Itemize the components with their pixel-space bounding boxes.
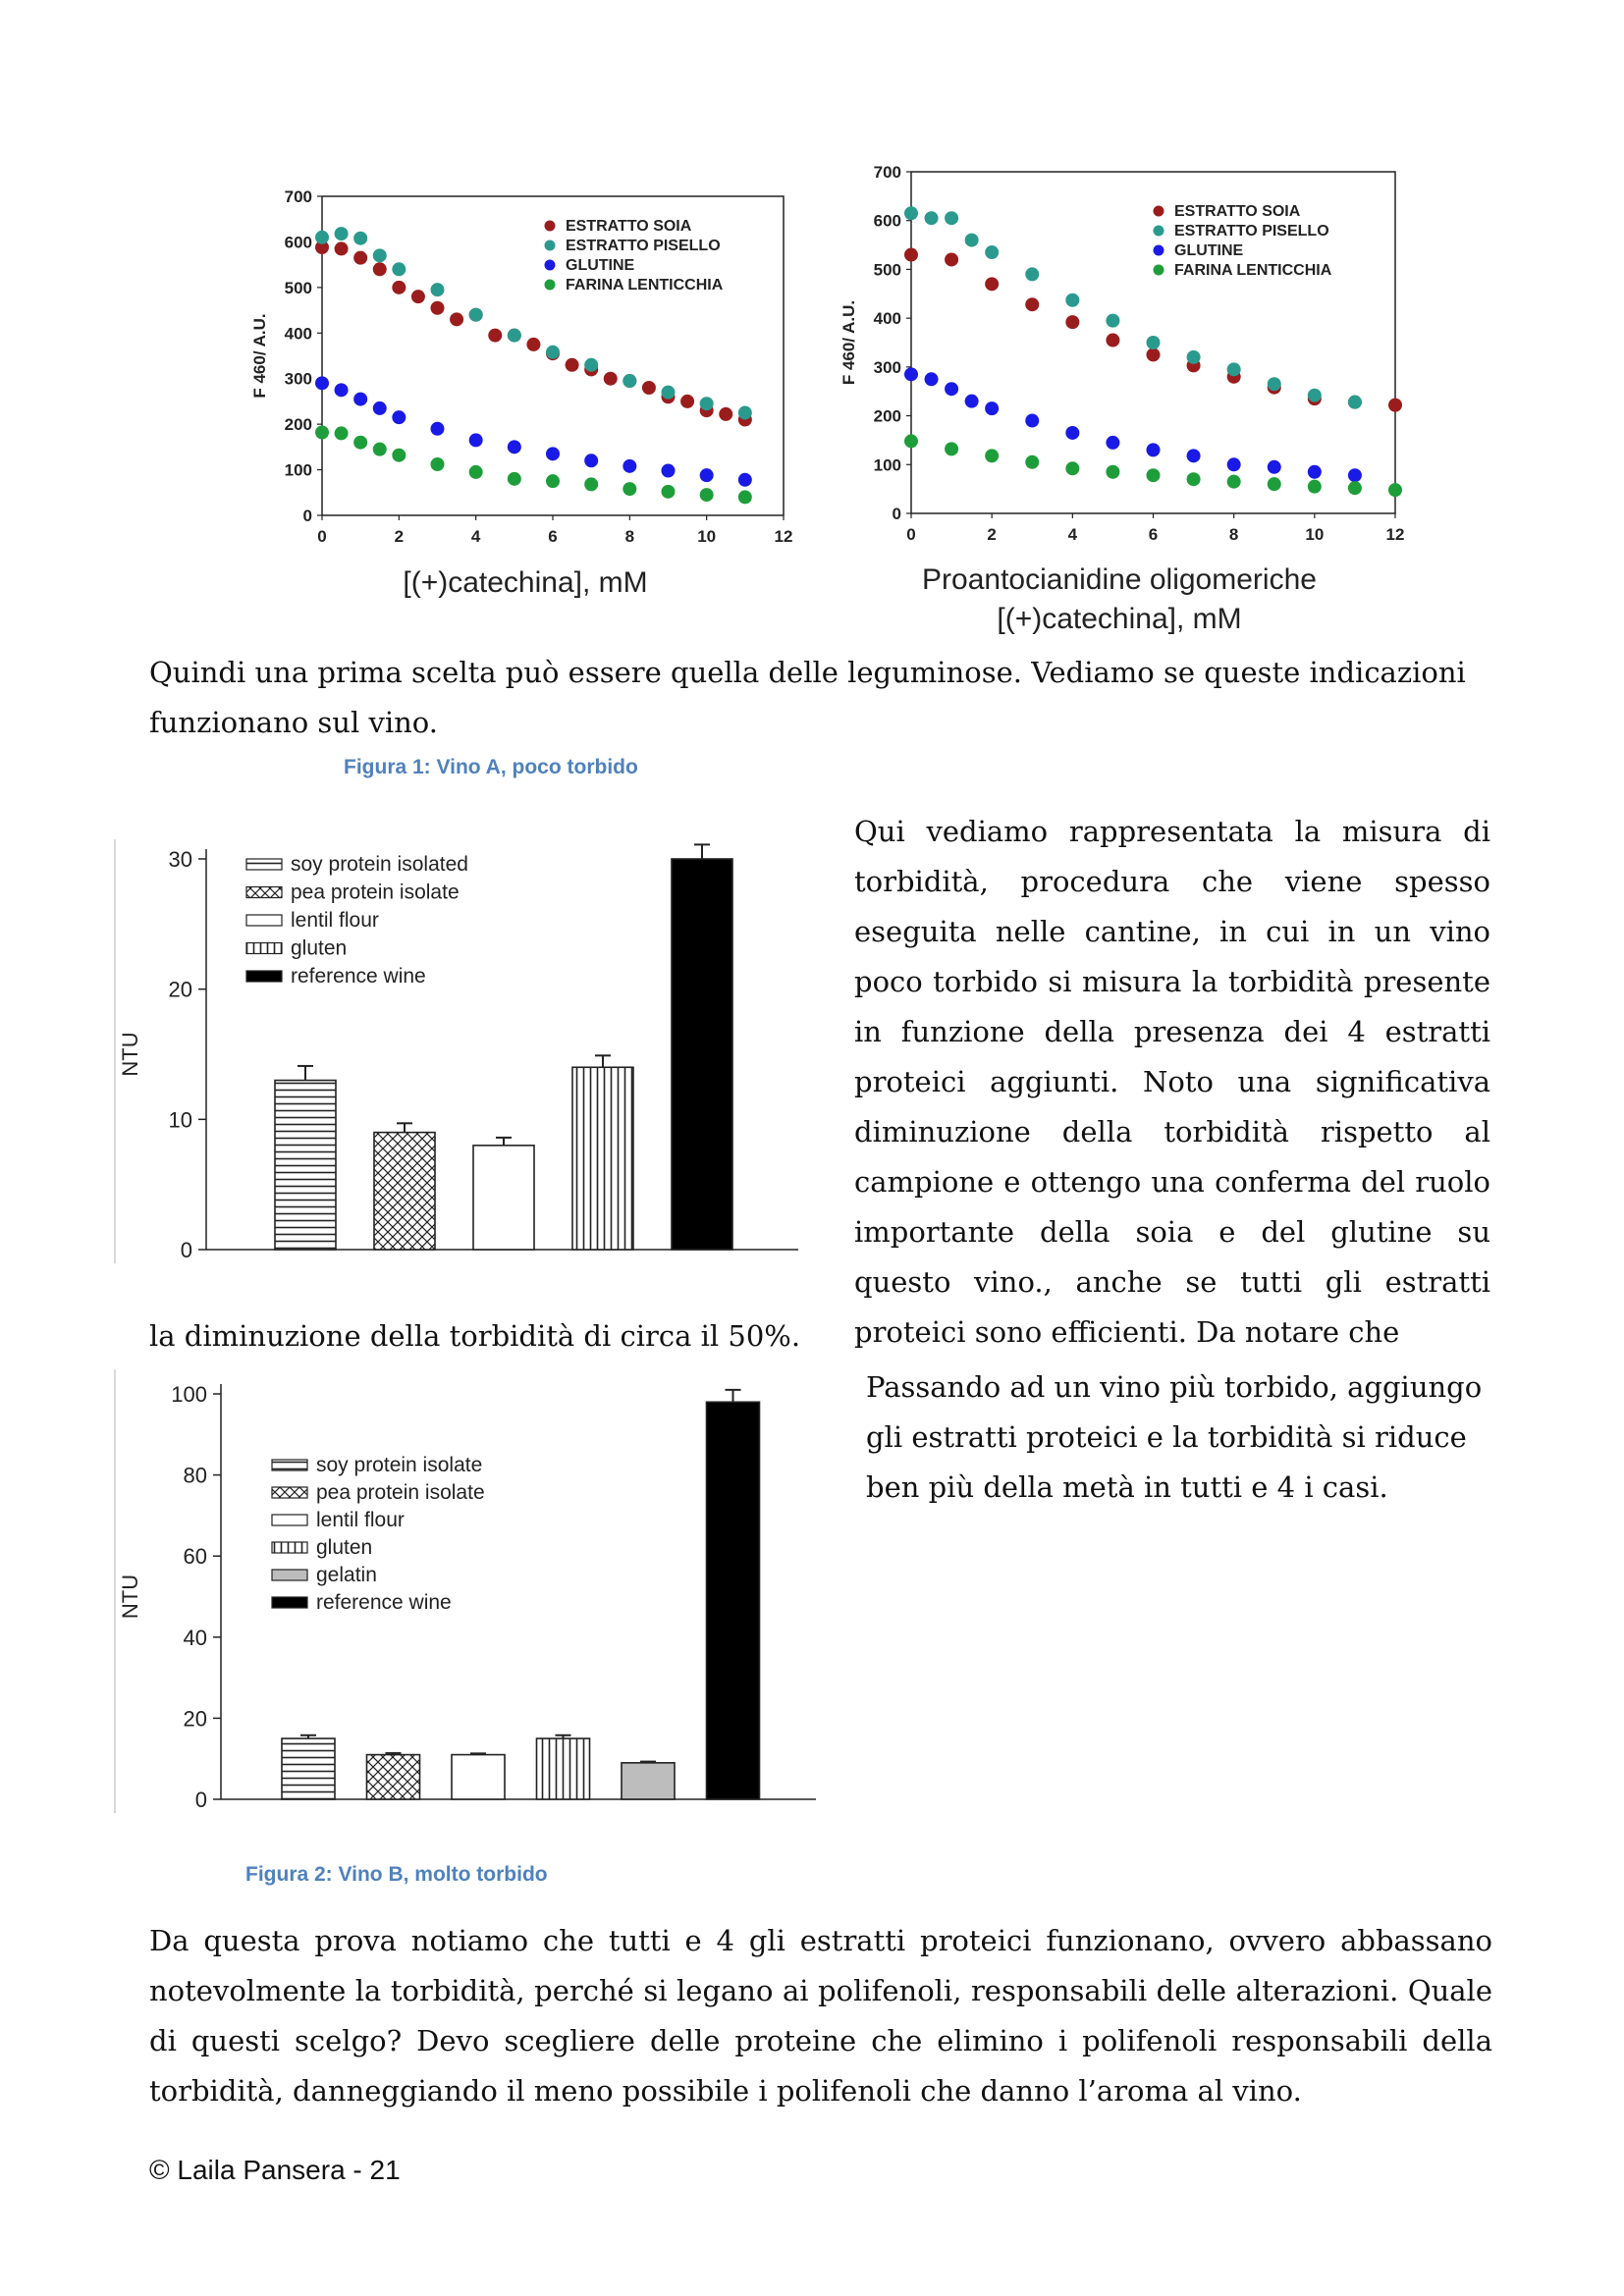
data-point-estratto-pisello [1308,389,1322,402]
data-point-estratto-soia [411,290,425,303]
x-axis-label: Proantocianidine oligomeriche [922,563,1317,596]
legend-swatch [272,1570,307,1580]
data-point-glutine [1025,414,1039,428]
figure-1-caption: Figura 1: Vino A, poco torbido [344,756,638,778]
data-point-glutine [1147,443,1161,456]
legend-label: reference wine [316,1591,452,1614]
paragraph-after-figure-1: la diminuzione della torbidità di circa il 50%. [149,1319,801,1353]
legend-label: gluten [316,1536,373,1559]
x-tick-label: 8 [624,527,635,546]
data-point-estratto-pisello [335,227,349,240]
data-point-estratto-soia [526,338,540,351]
x-tick-label: 0 [317,527,327,546]
y-axis-label: NTU [118,1032,142,1077]
legend-swatch [272,1515,307,1525]
legend-marker [545,280,556,291]
data-point-farina-lenticchia [904,434,918,448]
page-footer: © Laila Pansera - 21 [149,2155,401,2185]
y-tick-label: 100 [284,460,312,480]
data-point-glutine [546,447,560,460]
data-point-farina-lenticchia [1187,472,1201,486]
data-point-estratto-soia [904,248,918,262]
data-point-estratto-pisello [965,234,979,247]
data-point-glutine [584,454,598,467]
bar-pea-protein-isolate [374,1133,435,1250]
bar-lentil-flour [452,1755,505,1799]
data-point-farina-lenticchia [1388,483,1402,497]
data-point-estratto-soia [1147,347,1161,361]
bar-soy-protein-isolate [282,1738,335,1799]
data-point-estratto-soia [680,395,694,408]
data-point-estratto-pisello [373,248,387,262]
legend-label: pea protein isolate [316,1481,485,1504]
x-tick-label: 2 [394,527,405,546]
data-point-estratto-pisello [1065,294,1079,307]
x-axis-label: [(+)catechina], mM [403,566,648,599]
data-point-glutine [738,473,752,487]
data-point-estratto-soia [985,277,999,291]
data-point-glutine [985,401,999,415]
legend-marker [1154,265,1164,276]
legend-label: reference wine [291,965,426,988]
y-tick-label: 0 [194,1788,207,1812]
legend-label: ESTRATTO SOIA [1174,203,1301,220]
data-point-estratto-soia [604,372,618,386]
y-tick-label: 500 [873,260,901,280]
data-point-estratto-pisello [662,386,676,400]
bar-gluten [572,1067,633,1250]
data-point-farina-lenticchia [335,426,349,440]
paragraph-intro [149,648,1504,748]
data-point-estratto-pisello [353,232,367,245]
y-tick-label: 400 [873,309,901,329]
data-point-farina-lenticchia [1227,475,1241,489]
data-point-estratto-pisello [700,397,714,410]
data-point-estratto-pisello [315,231,329,244]
data-point-farina-lenticchia [1106,465,1119,479]
y-tick-label: 40 [183,1625,207,1650]
y-tick-label: 600 [284,233,312,252]
legend-label: ESTRATTO SOIA [566,218,692,235]
data-point-farina-lenticchia [623,482,636,496]
data-point-farina-lenticchia [662,485,676,499]
paragraph-side-2: Passando ad un vino più torbido, aggiungo gli estratti proteici e la torbidità si riduce ben più della metà in tutti e 4 i casi. [866,1370,1483,1504]
figure-2-caption: Figura 2: Vino B, molto torbido [245,1863,548,1886]
legend-label: pea protein isolate [291,881,460,904]
data-point-estratto-pisello [925,211,939,225]
bar-reference-wine [672,859,732,1250]
x-tick-label: 6 [1148,525,1159,544]
y-tick-label: 0 [892,505,901,523]
y-tick-label: 500 [284,278,312,297]
y-tick-label: 20 [183,1706,207,1732]
data-point-estratto-pisello [738,406,752,420]
data-point-estratto-pisello [431,283,445,296]
y-tick-label: 200 [284,415,312,435]
legend-marker [545,221,556,232]
data-point-glutine [1065,426,1079,440]
y-tick-label: 80 [183,1463,207,1488]
legend-marker [545,240,556,251]
legend-swatch [272,1487,307,1498]
x-tick-label: 10 [1305,525,1325,544]
legend-label: GLUTINE [566,257,635,274]
x-tick-label: 10 [697,527,717,546]
data-point-farina-lenticchia [373,443,387,456]
legend-label: gelatin [316,1564,377,1586]
data-point-farina-lenticchia [1308,480,1322,494]
legend-swatch [246,971,282,982]
data-point-farina-lenticchia [546,474,560,488]
data-point-glutine [904,367,918,381]
y-tick-label: 700 [873,163,901,182]
data-point-glutine [623,459,636,473]
legend-label: ESTRATTO PISELLO [566,238,721,254]
legend-label: soy protein isolated [291,853,468,876]
y-tick-label: 700 [284,187,312,206]
y-tick-label: 20 [168,977,192,1002]
legend-label: ESTRATTO PISELLO [1174,223,1329,240]
data-point-glutine [315,376,329,390]
x-tick-label: 2 [987,525,997,544]
data-point-estratto-soia [392,281,406,294]
data-point-estratto-pisello [392,262,406,276]
data-point-estratto-soia [642,381,656,395]
scatter-chart-left [221,182,820,614]
data-point-glutine [1106,436,1119,450]
data-point-estratto-pisello [945,211,958,225]
paragraph-final: Da questa prova notiamo che tutti e 4 gli estratti proteici funzionano, ovvero abbassano notevolmente la torbidità, perché si legano ai polifenoli, responsabili delle alterazioni. Quale di questi scelgo? Devo scegliere delle proteine che elimino i polifenoli responsabili della torbidità, danneggiando il meno possibile i polifenoli che danno l’aroma al vino. [149,1924,1492,2108]
data-point-estratto-pisello [1147,336,1161,349]
y-tick-label: 10 [168,1107,192,1133]
data-point-farina-lenticchia [1065,461,1079,475]
data-point-glutine [373,401,387,415]
data-point-glutine [662,464,676,478]
data-point-estratto-pisello [584,358,598,372]
legend-swatch [246,887,282,898]
data-point-estratto-soia [431,301,445,315]
data-point-estratto-pisello [508,329,521,343]
x-tick-label: 4 [470,527,481,546]
y-tick-label: 60 [183,1544,207,1570]
legend-swatch [246,859,282,870]
x-tick-label: 0 [906,525,916,544]
data-point-estratto-pisello [904,206,918,220]
legend-marker [1154,245,1164,256]
data-point-estratto-soia [335,241,349,255]
legend-label: soy protein isolate [316,1454,483,1476]
x-axis-label-2: [(+)catechina], mM [997,603,1242,635]
legend-swatch [272,1460,307,1470]
legend-label: FARINA LENTICCHIA [566,277,724,294]
data-point-estratto-soia [488,329,502,343]
legend-swatch [272,1597,307,1608]
data-point-estratto-pisello [1025,267,1039,281]
data-point-glutine [925,372,939,386]
x-tick-label: 4 [1067,525,1078,544]
data-point-farina-lenticchia [469,465,483,479]
y-axis-label: NTU [118,1574,142,1620]
data-point-farina-lenticchia [315,426,329,440]
y-axis-label: F 460/ A.U. [250,313,269,399]
data-point-farina-lenticchia [985,449,999,462]
data-point-glutine [965,395,979,408]
legend-label: lentil flour [316,1509,405,1531]
data-point-estratto-pisello [1106,314,1119,328]
bar-gluten [537,1738,590,1799]
x-tick-label: 8 [1228,525,1239,544]
data-point-estratto-soia [566,358,579,372]
y-tick-label: 0 [180,1238,192,1262]
legend-swatch [246,915,282,926]
y-axis-label: F 460/ A.U. [839,299,858,386]
data-point-glutine [1227,457,1241,471]
data-point-estratto-pisello [469,308,483,322]
data-point-glutine [353,393,367,406]
x-tick-label: 6 [548,527,558,546]
y-tick-label: 300 [873,357,901,377]
data-point-farina-lenticchia [738,490,752,504]
legend-marker [1154,226,1164,237]
data-point-farina-lenticchia [945,442,958,455]
data-point-farina-lenticchia [1348,481,1362,495]
y-tick-label: 30 [168,847,192,872]
data-point-farina-lenticchia [353,436,367,450]
y-tick-label: 0 [302,507,312,525]
data-point-glutine [392,410,406,424]
data-point-estratto-soia [1065,315,1079,329]
data-point-estratto-pisello [1348,396,1362,409]
data-point-estratto-pisello [1268,377,1281,391]
legend-label: gluten [291,936,348,960]
y-tick-label: 600 [873,211,901,231]
data-point-glutine [469,433,483,447]
paragraph-side-1: Qui vediamo rappresentata la misura di torbidità, procedura che viene spesso eseguita nelle cantine, in cui in un vino poco torbido si misura la torbidità presente in funzione della presenza dei 4 estratti proteici aggiunti. Noto una significativa diminuzione della torbidità rispetto al campione e ottengo una conferma del ruolo importante della soia e del glutine su questo vino., anche se tutti gli estratti proteici sono efficienti. Da notare che [854,815,1490,1349]
data-point-farina-lenticchia [700,488,714,502]
legend-swatch [272,1542,307,1553]
legend-label: GLUTINE [1174,242,1244,259]
legend-swatch [246,943,282,954]
bar-chart-figure-1 [113,839,820,1281]
bar-gelatin [622,1763,675,1799]
data-point-estratto-pisello [1227,362,1241,376]
data-point-farina-lenticchia [584,477,598,491]
data-point-glutine [508,440,521,454]
data-point-estratto-soia [1106,334,1119,347]
bar-lentil-flour [473,1146,534,1250]
data-point-estratto-soia [719,407,732,421]
legend-label: FARINA LENTICCHIA [1174,262,1332,279]
data-point-estratto-soia [1025,297,1039,311]
data-point-farina-lenticchia [392,449,406,462]
bar-pea-protein-isolate [367,1755,420,1799]
data-point-estratto-soia [450,312,463,326]
data-point-glutine [945,382,958,396]
data-point-glutine [431,422,445,436]
data-point-glutine [1308,465,1322,479]
bar-soy-protein-isolated [275,1081,336,1250]
y-tick-label: 300 [284,369,312,389]
bar-chart-figure-2 [113,1369,830,1831]
bar-reference-wine [707,1402,760,1799]
data-point-estratto-soia [373,262,387,276]
data-point-glutine [700,468,714,482]
data-point-farina-lenticchia [1268,477,1281,491]
data-point-glutine [1268,460,1281,474]
y-tick-label: 400 [284,324,312,344]
data-point-estratto-pisello [985,245,999,259]
paragraph-intro-line-1: Quindi una prima scelta può essere quella delle leguminose. Vediamo se queste indicazioni [149,656,1466,689]
scatter-chart-right [820,157,1405,638]
y-tick-label: 100 [171,1382,207,1407]
data-point-glutine [1187,449,1201,462]
data-point-estratto-soia [1388,399,1402,412]
data-point-farina-lenticchia [508,472,521,486]
data-point-estratto-pisello [1187,350,1201,364]
data-point-glutine [1348,468,1362,482]
y-tick-label: 100 [873,455,901,475]
legend-label: lentil flour [291,909,379,932]
data-point-farina-lenticchia [431,457,445,471]
data-point-farina-lenticchia [1025,455,1039,469]
data-point-estratto-pisello [623,374,636,388]
data-point-glutine [335,383,349,397]
data-point-estratto-soia [353,251,367,265]
legend-marker [1154,206,1164,217]
data-point-estratto-soia [945,252,958,266]
y-tick-label: 200 [873,406,901,426]
x-tick-label: 12 [774,527,793,546]
paragraph-intro-line-2: funzionano sul vino. [149,706,438,739]
legend-marker [545,260,556,271]
data-point-estratto-pisello [546,346,560,359]
x-tick-label: 12 [1385,525,1405,544]
data-point-farina-lenticchia [1147,468,1161,482]
